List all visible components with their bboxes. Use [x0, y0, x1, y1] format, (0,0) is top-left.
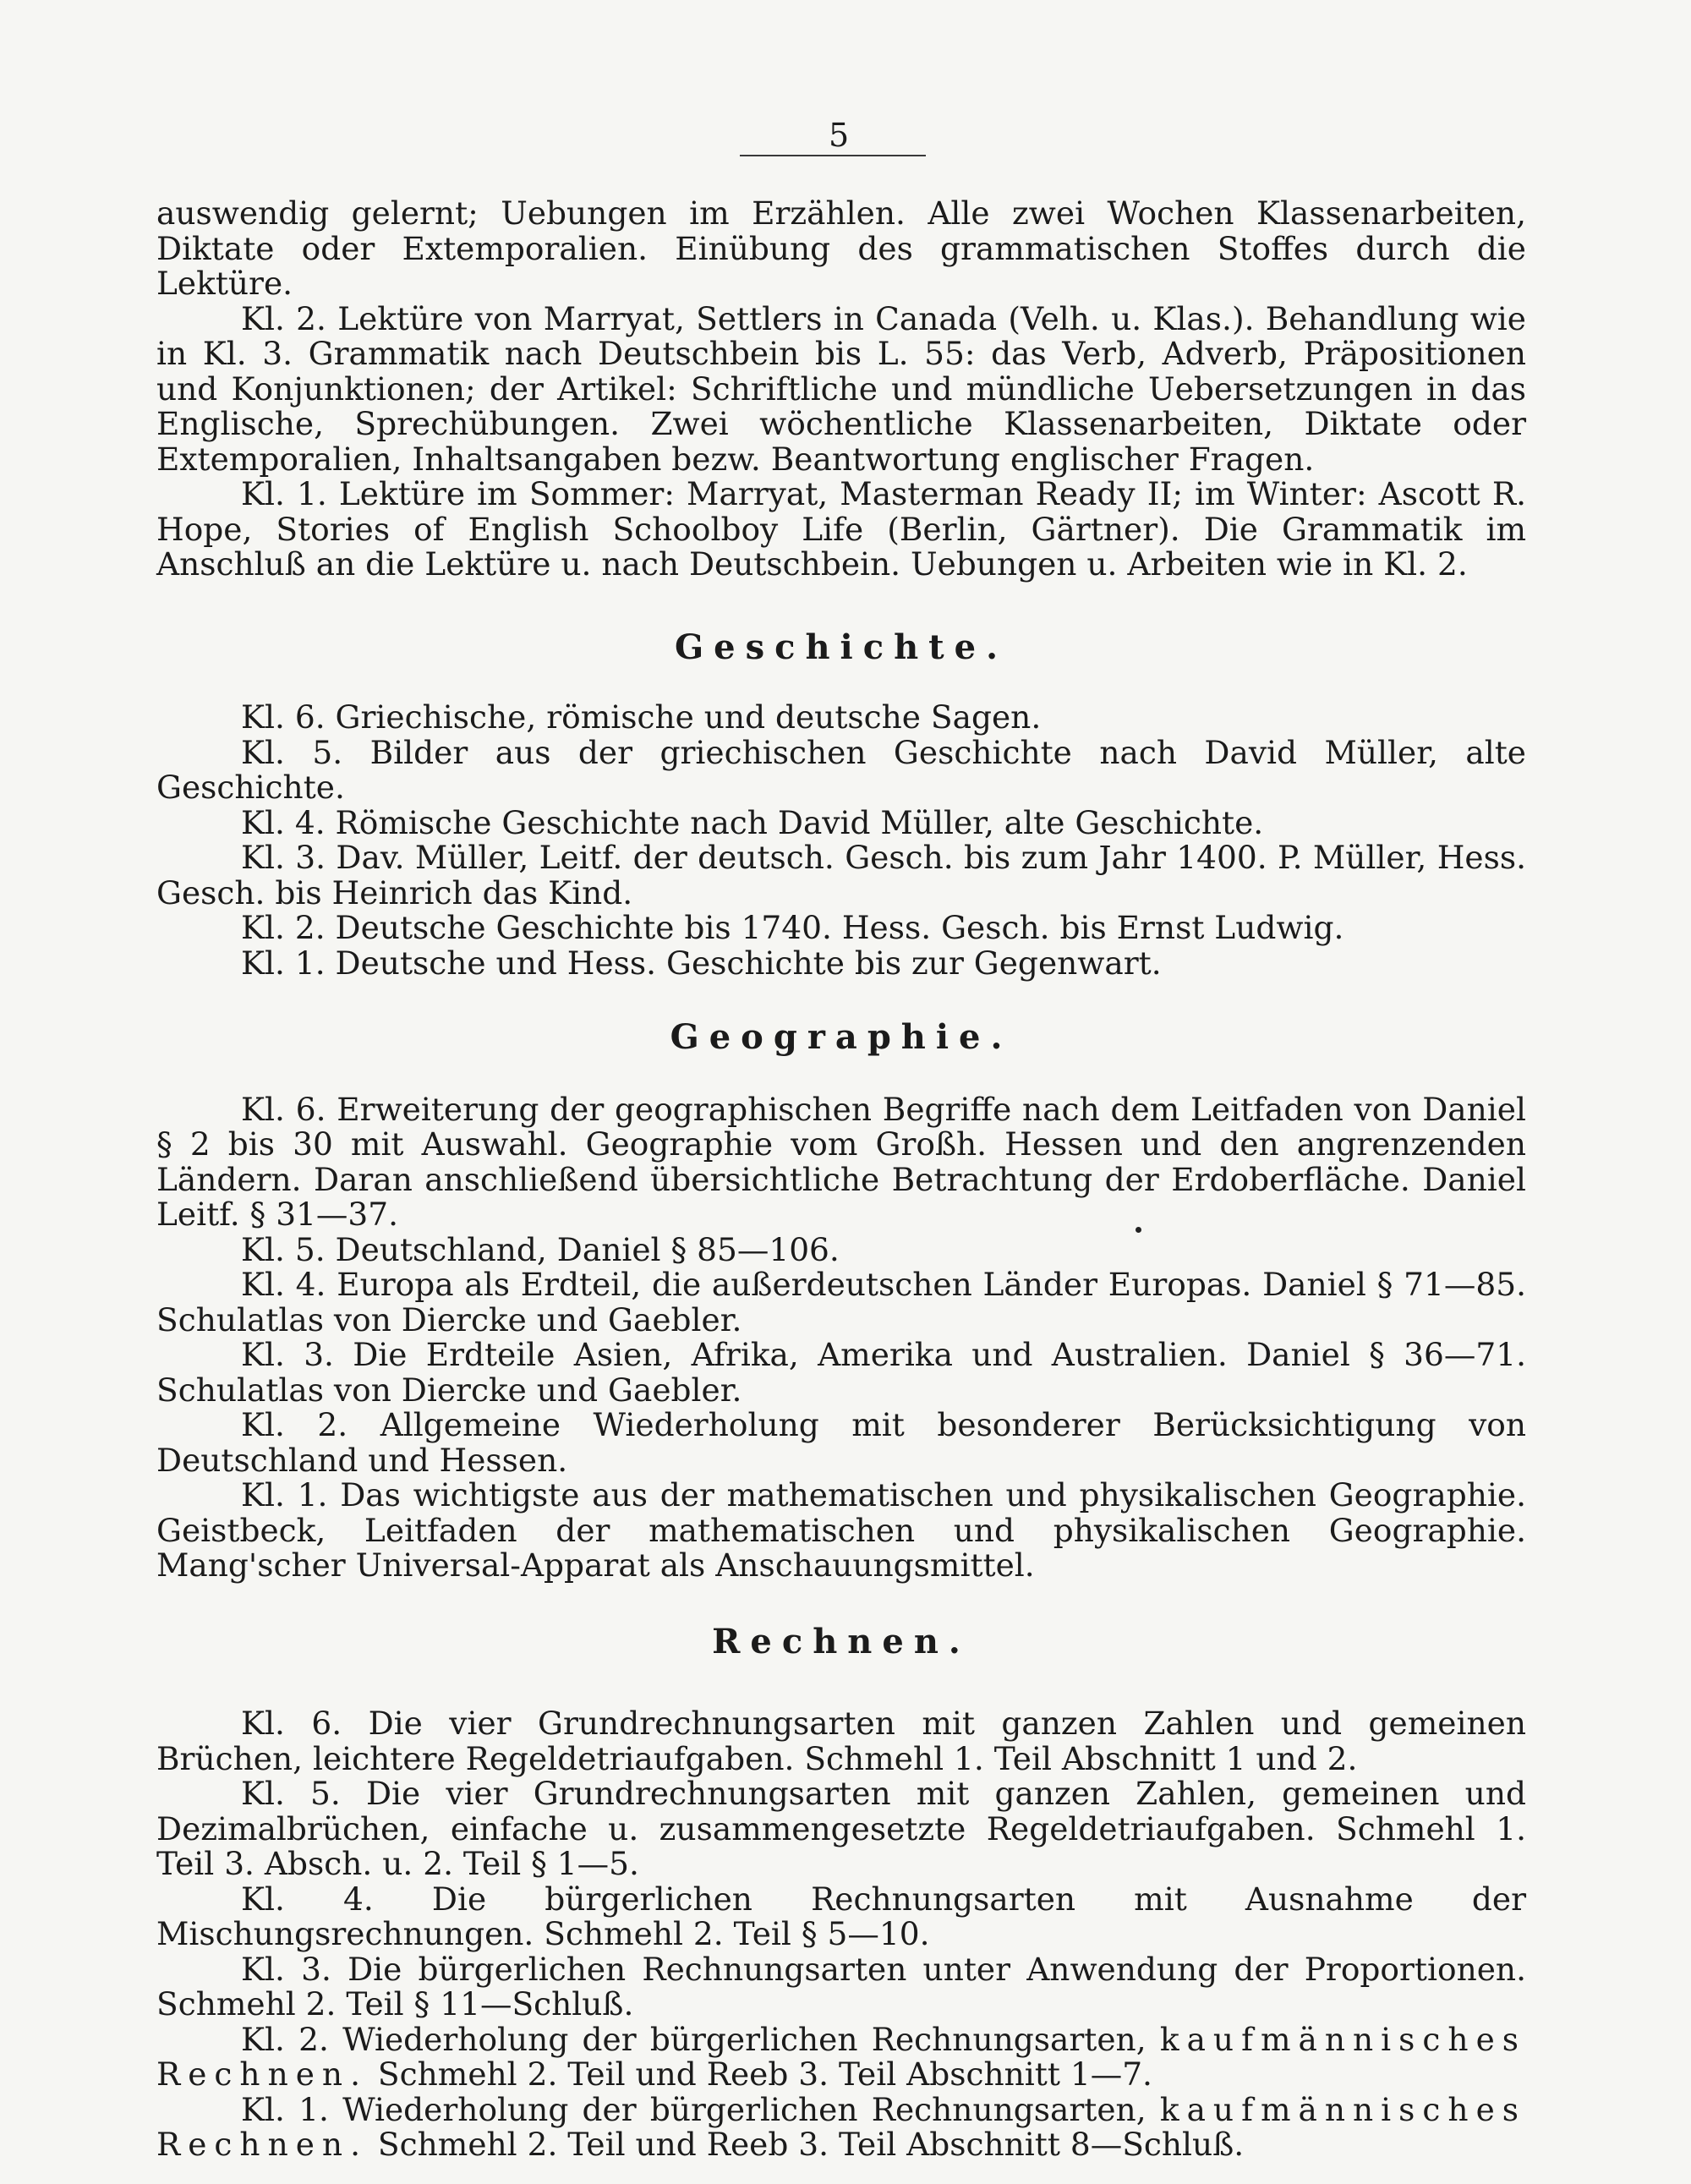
- rechnen-kl2-text-a: Kl. 2. Wiederholung der bürgerlichen Rechnungsarten,: [241, 2020, 1146, 2058]
- section-heading-geschichte: Geschichte.: [674, 627, 1009, 667]
- geographie-item: Kl. 2. Allgemeine Wiederholung mit besonderer Berücksichtigung von Deutschland und Hessen.: [156, 1406, 1526, 1479]
- rechnen-item: Kl. 5. Die vier Grundrechnungsarten mit ganzen Zahlen, gemeinen und Dezimalbrüchen, einfache u. zusammengesetzte Regeldetriaufgaben. Schmehl 1. Teil 3. Absch. u. 2. Teil § 1—5.: [156, 1775, 1526, 1882]
- rechnen-kl1-text-b: Schmehl 2. Teil und Reeb 3. Teil Abschnitt 8—Schluß.: [377, 2126, 1245, 2163]
- rechnen-item-kl1: [156, 2090, 1527, 2163]
- geschichte-item: Kl. 5. Bilder aus der griechischen Geschichte nach David Müller, alte Geschichte.: [156, 733, 1526, 806]
- section-heading-rechnen: Rechnen.: [712, 1621, 971, 1661]
- rechnen-kl1-spaced: kaufmännisches Rechnen.: [156, 2090, 1527, 2163]
- geschichte-item: Kl. 1. Deutsche und Hess. Geschichte bis zur Gegenwart.: [241, 944, 1162, 982]
- rechnen-kl2-text-b: Schmehl 2. Teil und Reeb 3. Teil Abschnitt 1—7.: [377, 2055, 1152, 2093]
- rechnen-item-kl2: [156, 2020, 1527, 2093]
- section-heading-geographie: Geographie.: [670, 1017, 1013, 1057]
- rechnen-kl2-spaced: kaufmännisches Rechnen.: [156, 2020, 1527, 2093]
- page-number: 5: [829, 117, 851, 154]
- rechnen-item: Kl. 4. Die bürgerlichen Rechnungsarten mit Ausnahme der Mischungsrechnungen. Schmehl 2. Teil § 5—10.: [156, 1880, 1526, 1952]
- rechnen-item: Kl. 6. Die vier Grundrechnungsarten mit ganzen Zahlen und gemeinen Brüchen, leichtere Regeldetriaufgaben. Schmehl 1. Teil Abschnitt 1 und 2.: [156, 1705, 1526, 1777]
- geschichte-item: Kl. 6. Griechische, römische und deutsche Sagen.: [241, 698, 1042, 736]
- ink-speck: [1136, 1227, 1141, 1233]
- page-content: [156, 196, 1526, 2163]
- english-paragraph-3: Kl. 1. Lektüre im Sommer: Marryat, Masterman Ready II; im Winter: Ascott R. Hope, Stories of English Schoolboy Life (Berlin, Gärtner). Die Grammatik im Anschluß an die Lektüre u. nach Deutschbein. Uebungen u. Arbeiten wie in Kl. 2.: [156, 475, 1526, 583]
- geographie-item: Kl. 4. Europa als Erdteil, die außerdeutschen Länder Europas. Daniel § 71—85. Schulatlas von Diercke und Gaebler.: [156, 1266, 1526, 1338]
- geographie-item: Kl. 1. Das wichtigste aus der mathematischen und physikalischen Geographie. Geistbeck, Leitfaden der mathematischen und physikalischen Geographie. Mang'scher Universal-Apparat als Anschauungsmittel.: [156, 1476, 1526, 1584]
- geographie-item: Kl. 5. Deutschland, Daniel § 85—106.: [241, 1230, 840, 1268]
- english-paragraph-1: auswendig gelernt; Uebungen im Erzählen. Alle zwei Wochen Klassenarbeiten, Diktate oder Extemporalien. Einübung des grammatischen Stoffes durch die Lektüre.: [156, 194, 1526, 302]
- english-paragraph-2: Kl. 2. Lektüre von Marryat, Settlers in Canada (Velh. u. Klas.). Behandlung wie in Kl. 3. Grammatik nach Deutschbein bis L. 55: das Verb, Adverb, Präpositionen und Konjunktionen; der Artikel: Schriftliche und mündliche Uebersetzungen in das Englische, Sprechübungen. Zwei wöchentliche Klassenarbeiten, Diktate oder Extemporalien, Inhaltsangaben bezw. Beantwortung englischer Fragen.: [156, 299, 1526, 478]
- rechnen-item: Kl. 3. Die bürgerlichen Rechnungsarten unter Anwendung der Proportionen. Schmehl 2. Teil § 11—Schluß.: [156, 1950, 1526, 2023]
- rechnen-kl1-text-a: Kl. 1. Wiederholung der bürgerlichen Rechnungsarten,: [241, 2090, 1146, 2128]
- geschichte-item: Kl. 3. Dav. Müller, Leitf. der deutsch. Gesch. bis zum Jahr 1400. P. Müller, Hess. Gesch. bis Heinrich das Kind.: [156, 839, 1526, 911]
- geschichte-item: Kl. 2. Deutsche Geschichte bis 1740. Hess. Gesch. bis Ernst Ludwig.: [241, 909, 1344, 946]
- page-number-rule: [740, 155, 926, 156]
- geographie-item: Kl. 3. Die Erdteile Asien, Afrika, Amerika und Australien. Daniel § 36—71. Schulatlas von Diercke und Gaebler.: [156, 1336, 1526, 1409]
- geographie-item: Kl. 6. Erweiterung der geographischen Begriffe nach dem Leitfaden von Daniel § 2 bis 30 mit Auswahl. Geographie vom Großh. Hessen und den angrenzenden Ländern. Daran anschließend übersichtliche Betrachtung der Erdoberfläche. Daniel Leitf. § 31—37.: [156, 1090, 1526, 1233]
- geschichte-item: Kl. 4. Römische Geschichte nach David Müller, alte Geschichte.: [241, 803, 1264, 841]
